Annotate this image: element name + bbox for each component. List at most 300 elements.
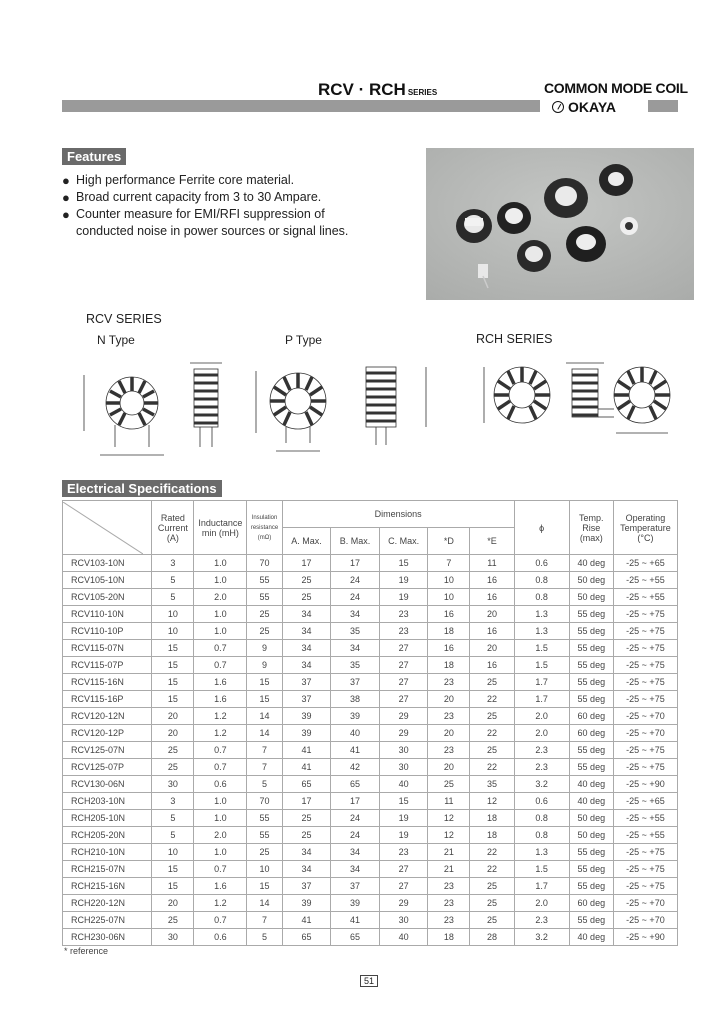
p-type-label: P Type: [285, 333, 322, 347]
table-cell: -25 ~ +65: [613, 555, 677, 572]
table-cell: 35: [331, 657, 380, 674]
header-bar-right: [648, 100, 678, 112]
table-cell: 40: [379, 929, 428, 946]
table-cell: 0.7: [194, 742, 247, 759]
table-cell: 19: [379, 572, 428, 589]
table-cell: 23: [428, 708, 470, 725]
table-cell: 2.0: [514, 895, 569, 912]
table-cell: 40 deg: [569, 793, 613, 810]
table-cell: -25 ~ +70: [613, 912, 677, 929]
table-cell: 29: [379, 725, 428, 742]
n-type-label: N Type: [97, 333, 135, 347]
table-cell: 0.8: [514, 827, 569, 844]
table-cell: -25 ~ +75: [613, 640, 677, 657]
rch-series-label: RCH SERIES: [476, 332, 553, 346]
table-cell: 5: [247, 776, 282, 793]
table-cell: 25: [470, 895, 514, 912]
table-cell: 16: [428, 640, 470, 657]
table-cell: -25 ~ +75: [613, 606, 677, 623]
header-e: *E: [470, 528, 514, 555]
table-row: [63, 589, 678, 606]
table-row: [63, 895, 678, 912]
table-cell: 25: [152, 759, 194, 776]
part-number-cell: RCV115-16N: [63, 674, 152, 691]
table-cell: 10: [428, 589, 470, 606]
header-c: C. Max.: [379, 528, 428, 555]
table-cell: 65: [331, 776, 380, 793]
table-cell: 15: [247, 878, 282, 895]
table-cell: 5: [152, 589, 194, 606]
table-cell: 15: [152, 640, 194, 657]
table-cell: 10: [247, 861, 282, 878]
table-cell: 18: [428, 623, 470, 640]
table-cell: 9: [247, 640, 282, 657]
rcv-series-label: RCV SERIES: [86, 312, 162, 326]
part-number-cell: RCH225-07N: [63, 912, 152, 929]
table-cell: 2.3: [514, 912, 569, 929]
table-cell: 34: [282, 844, 331, 861]
table-cell: 65: [282, 929, 331, 946]
table-cell: 15: [379, 555, 428, 572]
table-cell: -25 ~ +75: [613, 674, 677, 691]
table-cell: 15: [152, 674, 194, 691]
table-cell: 25: [152, 912, 194, 929]
table-cell: 39: [282, 708, 331, 725]
table-row: [63, 912, 678, 929]
table-cell: 18: [428, 657, 470, 674]
table-cell: 12: [428, 810, 470, 827]
table-cell: 0.6: [194, 929, 247, 946]
header-b: B. Max.: [331, 528, 380, 555]
table-cell: 2.0: [194, 827, 247, 844]
table-cell: 23: [428, 742, 470, 759]
table-cell: 25: [470, 742, 514, 759]
table-cell: 41: [282, 759, 331, 776]
part-number-cell: RCV103-10N: [63, 555, 152, 572]
table-cell: 7: [247, 742, 282, 759]
table-cell: 55 deg: [569, 657, 613, 674]
table-cell: 60 deg: [569, 895, 613, 912]
table-cell: 41: [282, 742, 331, 759]
table-cell: 1.3: [514, 623, 569, 640]
table-cell: 38: [331, 691, 380, 708]
product-title: COMMON MODE COIL: [544, 80, 688, 96]
table-cell: 25: [282, 589, 331, 606]
table-cell: 20: [470, 606, 514, 623]
table-cell: 20: [152, 895, 194, 912]
table-cell: 55 deg: [569, 606, 613, 623]
table-cell: 11: [428, 793, 470, 810]
table-row: [63, 674, 678, 691]
table-cell: 0.6: [514, 555, 569, 572]
table-cell: 25: [470, 708, 514, 725]
table-cell: 1.0: [194, 555, 247, 572]
table-cell: 19: [379, 589, 428, 606]
brand-logo: OKAYA: [552, 99, 616, 115]
table-cell: -25 ~ +55: [613, 589, 677, 606]
table-cell: -25 ~ +75: [613, 691, 677, 708]
table-cell: 55 deg: [569, 674, 613, 691]
table-cell: 60 deg: [569, 708, 613, 725]
part-number-cell: RCV115-07N: [63, 640, 152, 657]
table-row: [63, 810, 678, 827]
table-cell: 5: [152, 827, 194, 844]
header-a: A. Max.: [282, 528, 331, 555]
table-cell: 27: [379, 674, 428, 691]
table-cell: 1.6: [194, 878, 247, 895]
table-cell: 2.0: [194, 589, 247, 606]
part-number-cell: RCH215-07N: [63, 861, 152, 878]
table-cell: 16: [470, 623, 514, 640]
table-cell: 24: [331, 589, 380, 606]
table-row: [63, 572, 678, 589]
table-cell: -25 ~ +75: [613, 623, 677, 640]
table-cell: -25 ~ +90: [613, 929, 677, 946]
table-cell: -25 ~ +65: [613, 793, 677, 810]
table-cell: 15: [379, 793, 428, 810]
table-cell: 50 deg: [569, 589, 613, 606]
table-cell: 18: [470, 827, 514, 844]
table-cell: 34: [331, 606, 380, 623]
header-temp-rise: Temp. Rise (max): [569, 501, 613, 555]
header-d: *D: [428, 528, 470, 555]
table-cell: 50 deg: [569, 572, 613, 589]
table-cell: 22: [470, 759, 514, 776]
table-cell: 35: [331, 623, 380, 640]
table-row: [63, 657, 678, 674]
table-cell: 18: [428, 929, 470, 946]
table-cell: 0.8: [514, 589, 569, 606]
features-list: [62, 172, 402, 240]
table-cell: 23: [428, 895, 470, 912]
table-cell: 30: [152, 776, 194, 793]
table-cell: 1.0: [194, 844, 247, 861]
table-row: [63, 929, 678, 946]
header-phi: ϕ: [514, 501, 569, 555]
part-number-cell: RCH210-10N: [63, 844, 152, 861]
table-cell: 1.6: [194, 691, 247, 708]
table-cell: 12: [428, 827, 470, 844]
table-cell: 20: [152, 708, 194, 725]
table-cell: 1.0: [194, 623, 247, 640]
table-cell: 1.7: [514, 691, 569, 708]
table-cell: 10: [428, 572, 470, 589]
table-cell: 0.7: [194, 657, 247, 674]
table-cell: 0.7: [194, 861, 247, 878]
table-cell: 40: [379, 776, 428, 793]
specifications-body: [63, 555, 678, 946]
table-cell: 25: [247, 623, 282, 640]
table-cell: 39: [282, 895, 331, 912]
table-cell: 1.5: [514, 640, 569, 657]
table-cell: 3.2: [514, 929, 569, 946]
table-cell: 40 deg: [569, 929, 613, 946]
part-number-cell: RCV110-10N: [63, 606, 152, 623]
table-cell: 65: [331, 929, 380, 946]
table-cell: 24: [331, 572, 380, 589]
table-cell: 39: [331, 895, 380, 912]
header-bar: [62, 100, 540, 112]
table-cell: 27: [379, 878, 428, 895]
table-cell: 19: [379, 827, 428, 844]
table-cell: 1.0: [194, 572, 247, 589]
table-cell: 1.2: [194, 895, 247, 912]
table-cell: 30: [379, 759, 428, 776]
table-cell: 29: [379, 895, 428, 912]
table-cell: 41: [331, 912, 380, 929]
part-number-cell: RCH220-12N: [63, 895, 152, 912]
table-cell: 55: [247, 827, 282, 844]
table-cell: 5: [247, 929, 282, 946]
table-cell: 40 deg: [569, 555, 613, 572]
footnote: * reference: [64, 946, 109, 956]
table-cell: -25 ~ +75: [613, 844, 677, 861]
table-cell: -25 ~ +55: [613, 827, 677, 844]
table-cell: -25 ~ +55: [613, 572, 677, 589]
table-row: [63, 793, 678, 810]
table-row: [63, 623, 678, 640]
table-cell: 2.3: [514, 742, 569, 759]
table-cell: -25 ~ +90: [613, 776, 677, 793]
table-cell: 25: [282, 810, 331, 827]
part-number-cell: RCV125-07N: [63, 742, 152, 759]
table-cell: 55 deg: [569, 878, 613, 895]
table-row: [63, 725, 678, 742]
table-cell: -25 ~ +75: [613, 759, 677, 776]
table-cell: 70: [247, 793, 282, 810]
table-cell: 25: [282, 827, 331, 844]
part-number-cell: RCH203-10N: [63, 793, 152, 810]
table-cell: 10: [152, 606, 194, 623]
table-cell: 18: [470, 810, 514, 827]
table-cell: 0.8: [514, 810, 569, 827]
part-number-cell: RCV120-12P: [63, 725, 152, 742]
table-cell: 21: [428, 861, 470, 878]
table-cell: 25: [247, 606, 282, 623]
table-cell: 7: [247, 759, 282, 776]
table-row: [63, 691, 678, 708]
table-cell: 25: [247, 844, 282, 861]
table-cell: 17: [282, 793, 331, 810]
header-rated-current: Rated Current (A): [152, 501, 194, 555]
table-cell: 1.7: [514, 878, 569, 895]
table-cell: 55 deg: [569, 759, 613, 776]
table-cell: 42: [331, 759, 380, 776]
table-cell: 27: [379, 691, 428, 708]
table-cell: 15: [247, 691, 282, 708]
series-title: RCV · RCH SERIES: [318, 80, 438, 99]
features-heading: Features: [62, 148, 126, 165]
part-number-cell: RCV105-20N: [63, 589, 152, 606]
table-cell: 0.8: [514, 572, 569, 589]
table-cell: 0.7: [194, 912, 247, 929]
table-cell: 40 deg: [569, 776, 613, 793]
okaya-logo-icon: [552, 101, 564, 113]
list-item: ● Counter measure for EMI/RFI suppression of: [62, 207, 325, 222]
table-cell: 0.6: [194, 776, 247, 793]
table-cell: 70: [247, 555, 282, 572]
table-cell: 28: [470, 929, 514, 946]
table-cell: 0.6: [514, 793, 569, 810]
table-row: [63, 861, 678, 878]
table-cell: 15: [152, 861, 194, 878]
table-cell: 60 deg: [569, 725, 613, 742]
table-row: [63, 827, 678, 844]
table-cell: 27: [379, 861, 428, 878]
table-cell: 3: [152, 555, 194, 572]
p-type-drawing: [240, 355, 440, 465]
table-cell: 55 deg: [569, 844, 613, 861]
table-cell: 37: [282, 878, 331, 895]
table-cell: 30: [152, 929, 194, 946]
table-cell: 17: [331, 555, 380, 572]
table-cell: 19: [379, 810, 428, 827]
page-number: 51: [360, 975, 378, 987]
table-cell: 3: [152, 793, 194, 810]
table-cell: 0.7: [194, 640, 247, 657]
table-cell: 40: [331, 725, 380, 742]
table-cell: 16: [470, 589, 514, 606]
specifications-table: [62, 500, 678, 946]
product-photo: [426, 148, 694, 300]
table-cell: 2.0: [514, 708, 569, 725]
table-cell: 1.2: [194, 725, 247, 742]
table-cell: 7: [247, 912, 282, 929]
n-type-drawing: [70, 355, 240, 465]
table-cell: -25 ~ +75: [613, 861, 677, 878]
table-cell: 25: [152, 742, 194, 759]
table-cell: 22: [470, 725, 514, 742]
table-cell: 20: [428, 725, 470, 742]
corner-header-cell: [63, 501, 152, 555]
table-cell: -25 ~ +70: [613, 708, 677, 725]
table-cell: 1.2: [194, 708, 247, 725]
table-cell: 34: [282, 861, 331, 878]
table-cell: 14: [247, 895, 282, 912]
header-operating-temp: Operating Temperature (°C): [613, 501, 677, 555]
table-cell: 0.7: [194, 759, 247, 776]
table-cell: 27: [379, 657, 428, 674]
table-cell: 34: [331, 640, 380, 657]
table-cell: -25 ~ +70: [613, 725, 677, 742]
table-cell: 12: [470, 793, 514, 810]
table-cell: 25: [282, 572, 331, 589]
table-row: [63, 708, 678, 725]
table-cell: 23: [379, 623, 428, 640]
table-cell: 24: [331, 827, 380, 844]
header-insulation: Insulation resistance (mΩ): [247, 501, 282, 555]
part-number-cell: RCV110-10P: [63, 623, 152, 640]
table-cell: 23: [428, 674, 470, 691]
table-cell: 25: [470, 912, 514, 929]
table-row: [63, 555, 678, 572]
table-cell: 14: [247, 708, 282, 725]
table-cell: 17: [282, 555, 331, 572]
table-row: [63, 844, 678, 861]
table-cell: 20: [152, 725, 194, 742]
table-cell: 10: [152, 844, 194, 861]
table-cell: 16: [470, 657, 514, 674]
table-cell: 15: [152, 691, 194, 708]
table-cell: -25 ~ +70: [613, 895, 677, 912]
electrical-specs-heading: Electrical Specifications: [62, 480, 222, 497]
table-cell: 1.3: [514, 606, 569, 623]
rch-drawing: [480, 355, 680, 445]
table-cell: 2.0: [514, 725, 569, 742]
table-cell: 50 deg: [569, 827, 613, 844]
table-cell: -25 ~ +75: [613, 657, 677, 674]
part-number-cell: RCH205-20N: [63, 827, 152, 844]
table-cell: 55 deg: [569, 623, 613, 640]
part-number-cell: RCV115-07P: [63, 657, 152, 674]
table-cell: 34: [282, 623, 331, 640]
table-cell: 1.0: [194, 810, 247, 827]
table-row: [63, 878, 678, 895]
table-cell: 22: [470, 691, 514, 708]
table-cell: 3.2: [514, 776, 569, 793]
table-cell: 37: [331, 878, 380, 895]
part-number-cell: RCV105-10N: [63, 572, 152, 589]
part-number-cell: RCH230-06N: [63, 929, 152, 946]
table-row: [63, 776, 678, 793]
table-cell: 10: [152, 623, 194, 640]
table-cell: 29: [379, 708, 428, 725]
table-cell: -25 ~ +55: [613, 810, 677, 827]
list-item: ● High performance Ferrite core material.: [62, 173, 295, 188]
table-cell: 35: [470, 776, 514, 793]
table-cell: 55 deg: [569, 861, 613, 878]
table-cell: 30: [379, 912, 428, 929]
table-cell: 24: [331, 810, 380, 827]
table-cell: 37: [282, 691, 331, 708]
table-cell: 17: [331, 793, 380, 810]
table-cell: 55 deg: [569, 640, 613, 657]
table-cell: 37: [282, 674, 331, 691]
table-cell: 55 deg: [569, 691, 613, 708]
table-cell: 1.5: [514, 657, 569, 674]
table-cell: 2.3: [514, 759, 569, 776]
table-cell: 34: [282, 606, 331, 623]
header-dimensions: Dimensions: [282, 501, 514, 528]
table-cell: 16: [470, 572, 514, 589]
table-cell: 1.0: [194, 793, 247, 810]
table-cell: 23: [428, 878, 470, 895]
table-cell: 25: [470, 878, 514, 895]
part-number-cell: RCH205-10N: [63, 810, 152, 827]
table-cell: 15: [152, 878, 194, 895]
table-cell: 39: [331, 708, 380, 725]
table-cell: 23: [379, 844, 428, 861]
table-cell: 20: [470, 640, 514, 657]
table-cell: 55: [247, 810, 282, 827]
table-cell: 16: [428, 606, 470, 623]
part-number-cell: RCV130-06N: [63, 776, 152, 793]
table-cell: 65: [282, 776, 331, 793]
table-cell: -25 ~ +75: [613, 878, 677, 895]
table-cell: 37: [331, 674, 380, 691]
part-number-cell: RCV125-07P: [63, 759, 152, 776]
table-row: [63, 742, 678, 759]
table-cell: 21: [428, 844, 470, 861]
table-cell: 55 deg: [569, 742, 613, 759]
table-row: [63, 606, 678, 623]
table-cell: 50 deg: [569, 810, 613, 827]
table-cell: 9: [247, 657, 282, 674]
table-cell: 20: [428, 759, 470, 776]
table-cell: 7: [428, 555, 470, 572]
table-cell: 41: [282, 912, 331, 929]
diagonal-line: [63, 502, 143, 554]
